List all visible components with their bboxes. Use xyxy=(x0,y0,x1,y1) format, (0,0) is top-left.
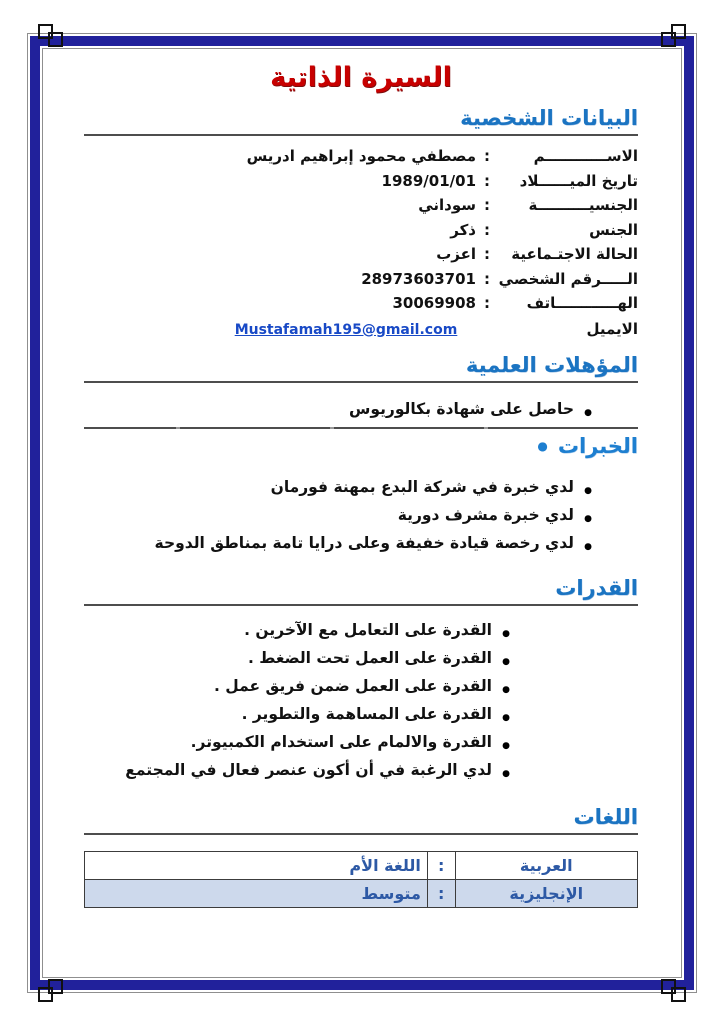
field-label: الجنس xyxy=(589,220,638,239)
list-item: ● حاصل على شهادة بكالوريوس xyxy=(84,399,592,420)
personal-data-heading-label: البيانات الشخصية xyxy=(460,106,638,130)
email-link[interactable]: Mustafamah195@gmail.com xyxy=(234,321,458,338)
experiences-list xyxy=(84,477,638,554)
language-name-cell: الإنجليزية xyxy=(455,879,637,907)
qualifications-list xyxy=(84,399,638,420)
field-row-gender xyxy=(84,218,638,243)
list-item: ● القدرة والالمام على استخدام الكمبيوتر. xyxy=(84,732,510,753)
field-row-marital-status xyxy=(84,242,638,267)
field-row-email xyxy=(84,316,638,343)
heading-bullet-icon: ● xyxy=(537,438,548,453)
section-heading-abilities xyxy=(84,574,638,606)
field-colon: : xyxy=(484,147,490,165)
field-label: الاســــــــــــم xyxy=(533,147,638,165)
language-name-cell: العربية xyxy=(455,851,637,879)
field-value: 30069908 xyxy=(392,294,476,312)
corner-ornament-bottom-left xyxy=(17,966,53,1002)
email-value-wrap xyxy=(84,316,498,343)
corner-ornament-top-right xyxy=(671,24,707,60)
field-colon: : xyxy=(484,220,490,239)
languages-table xyxy=(84,851,638,908)
field-label: الهــــــــــــاتف xyxy=(526,294,638,312)
section-heading-experiences xyxy=(84,431,638,461)
list-item: ● لدي خبرة مشرف دورية xyxy=(84,505,592,526)
field-row-nationality xyxy=(84,193,638,218)
separator-line xyxy=(84,427,638,429)
qualifications-heading-label: المؤهلات العلمية xyxy=(465,352,638,377)
table-row xyxy=(85,879,638,907)
field-label: الـــــرقم الشخصي xyxy=(498,269,638,288)
personal-fields xyxy=(84,144,638,343)
field-row-name xyxy=(84,144,638,169)
document-content xyxy=(84,50,638,908)
list-item: ● لدي الرغبة في أن أكون عنصر فعال في المجتمع xyxy=(84,760,510,781)
field-label: الجنسيــــــــــة xyxy=(528,196,638,214)
colon-cell: : xyxy=(427,851,455,879)
list-item: ● القدرة على العمل ضمن فريق عمل . xyxy=(84,676,510,697)
field-value: مصطفي محمود إبراهيم ادريس xyxy=(246,147,476,165)
field-row-personal-number xyxy=(84,267,638,292)
abilities-list xyxy=(84,620,638,781)
list-item: ● القدرة على العمل تحت الضغط . xyxy=(84,648,510,669)
field-colon: : xyxy=(484,269,490,288)
colon-cell: : xyxy=(427,879,455,907)
section-heading-languages xyxy=(84,803,638,835)
field-value: ذكر xyxy=(450,220,476,239)
document-title: السيرة الذاتية xyxy=(270,62,452,93)
section-heading-personal-data xyxy=(84,104,638,136)
field-row-birthdate xyxy=(84,169,638,194)
language-level-cell: اللغة الأم xyxy=(85,851,428,879)
field-value: 28973603701 xyxy=(361,269,476,288)
field-colon: : xyxy=(484,171,490,190)
field-label: الحالة الاجتـماعية xyxy=(511,245,638,263)
table-row xyxy=(85,851,638,879)
field-label: الايميل xyxy=(586,319,638,338)
field-row-phone xyxy=(84,291,638,316)
field-value: 1989/01/01 xyxy=(381,171,476,190)
languages-heading-label: اللغات xyxy=(573,804,638,829)
experiences-heading-label: الخبرات xyxy=(557,433,638,458)
section-heading-qualifications xyxy=(84,351,638,383)
field-label: تاريخ الميــــــلاد xyxy=(519,171,638,190)
corner-ornament-top-left xyxy=(17,24,53,60)
field-colon: : xyxy=(484,245,490,263)
field-value: اعزب xyxy=(436,245,476,263)
list-item: ● لدي خبرة في شركة البدع بمهنة فورمان xyxy=(84,477,592,498)
field-value: سوداني xyxy=(418,196,476,214)
field-colon: : xyxy=(484,196,490,214)
abilities-heading-label: القدرات xyxy=(555,575,638,600)
list-item: ● القدرة على التعامل مع الآخرين . xyxy=(84,620,510,641)
list-item: ● القدرة على المساهمة والتطوير . xyxy=(84,704,510,725)
language-level-cell: متوسط xyxy=(85,879,428,907)
list-item: ● لدي رخصة قيادة خفيفة وعلى درايا تامة بمناطق الدوحة xyxy=(84,533,592,554)
corner-ornament-bottom-right xyxy=(671,966,707,1002)
field-colon: : xyxy=(484,294,490,312)
